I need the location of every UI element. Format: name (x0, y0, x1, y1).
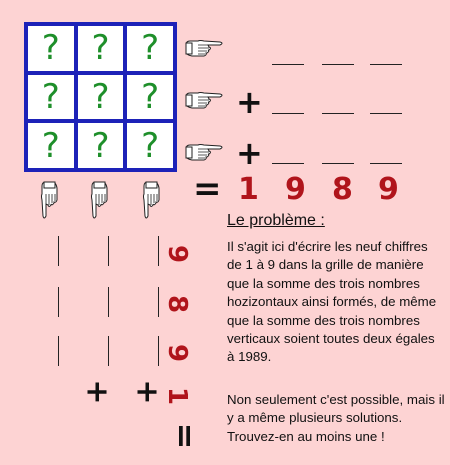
answer-blank (370, 113, 402, 114)
pointing-right-hand-icon (184, 39, 226, 59)
answer-blank (158, 236, 159, 266)
text-line: de 1 à 9 dans la grille de manière (227, 257, 424, 273)
sum-digit: 1 (238, 172, 259, 207)
plus-sign: + (236, 83, 263, 121)
answer-blank (272, 163, 304, 164)
puzzle-grid (24, 22, 177, 172)
pointing-down-hand-icon (40, 180, 60, 222)
grid-cell[interactable]: ? (76, 73, 126, 122)
text-line: verticaux soient toutes deux égales (227, 331, 435, 347)
sum-digit: 9 (285, 172, 306, 207)
text-line: hozizontaux ainsi formés, de même (227, 294, 437, 310)
answer-blank (58, 336, 59, 366)
answer-blank (322, 163, 354, 164)
answer-blank (370, 163, 402, 164)
grid-cell[interactable]: ? (125, 24, 175, 73)
answer-blank (108, 287, 109, 317)
sum-digit: 1 (162, 386, 193, 406)
text-line: que la somme des trois nombres (227, 312, 420, 328)
answer-blank (58, 236, 59, 266)
text-line: Non seulement c'est possible, mais il (227, 392, 445, 407)
sum-digit: 8 (332, 172, 353, 207)
problem-paragraph (227, 238, 436, 367)
answer-blank (322, 64, 354, 65)
sum-digit: 9 (162, 343, 193, 363)
plus-sign: + (129, 379, 165, 405)
problem-title: Le problème : (227, 212, 325, 229)
grid-cell[interactable]: ? (76, 24, 126, 73)
grid-cell[interactable]: ? (76, 121, 126, 170)
sum-digit: 8 (162, 294, 193, 314)
pointing-right-hand-icon (184, 143, 226, 163)
answer-blank (108, 336, 109, 366)
text-line: que la somme des trois nombres (227, 275, 420, 291)
pointing-right-hand-icon (184, 91, 226, 111)
problem-paragraph (227, 391, 445, 446)
grid-cell[interactable]: ? (125, 73, 175, 122)
grid-cell[interactable]: ? (26, 121, 76, 170)
answer-blank (158, 336, 159, 366)
plus-sign: + (79, 379, 115, 405)
text-line: y a même plusieurs solutions. (227, 410, 403, 426)
answer-blank (272, 113, 304, 114)
pointing-down-hand-icon (142, 180, 162, 222)
equals-sign: = (166, 422, 205, 450)
pointing-down-hand-icon (90, 180, 110, 222)
text-line: Il s'agit ici d'écrire les neuf chiffres (227, 239, 428, 254)
plus-sign: + (236, 134, 263, 172)
answer-blank (322, 113, 354, 114)
sum-digit: 9 (378, 172, 399, 207)
answer-blank (158, 287, 159, 317)
equals-sign: = (193, 169, 222, 209)
text-line: Trouvez-en au moins une ! (227, 428, 385, 444)
grid-cell[interactable]: ? (26, 73, 76, 122)
answer-blank (370, 64, 402, 65)
text-line: à 1989. (227, 349, 272, 365)
sum-digit: 9 (162, 244, 193, 264)
answer-blank (58, 287, 59, 317)
grid-cell[interactable]: ? (125, 121, 175, 170)
answer-blank (272, 64, 304, 65)
grid-cell[interactable]: ? (26, 24, 76, 73)
answer-blank (108, 236, 109, 266)
